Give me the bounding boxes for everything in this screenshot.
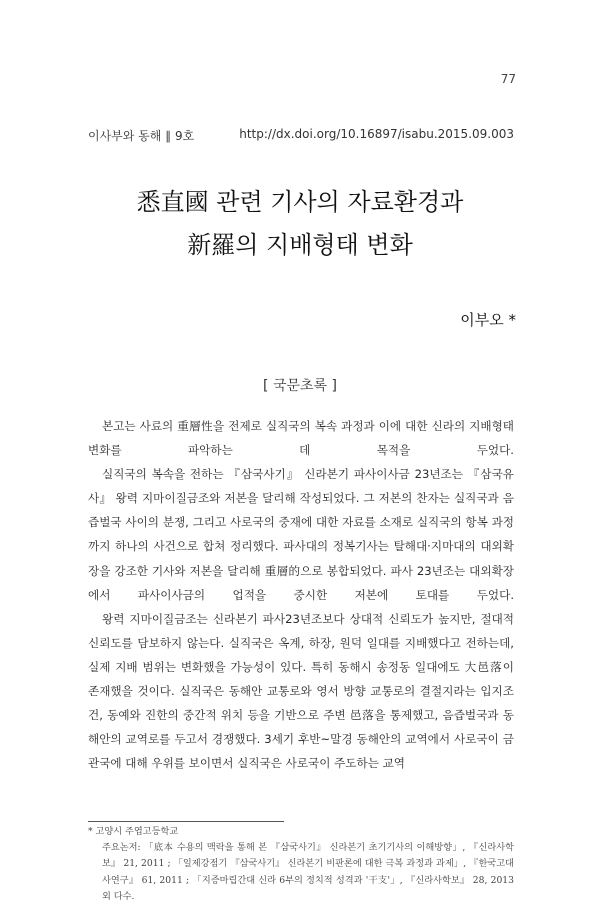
abstract-paragraph: 왕력 지마이질금조는 신라본기 파사23년조보다 상대적 신뢰도가 높지만, 절대적 신뢰도를 담보하지 않는다. 실직국은 옥계, 하장, 원덕 일대를 지배했다고 전하는데, 실제 지배 범위는 변화했을 가능성이 있다. 특히 동해시 송정동 일대에도 大邑落이 존재했을 것이다. 실직국은 동해안 교통로와 영서 방향 교통로의 결절지라는 입지조건, 동예와 진한의 중간적 위치 등을 기반으로 주변 邑落을 통제했고, 음즙벌국과 동해안의 교역로를 두고서 경쟁했다. 3세기 후반~말경 동해안의 교역에서 사로국이 금관국에 대해 우위를 보이면서 실직국은 사로국이 주도하는 교역 <box>88 611 514 771</box>
doi-link[interactable]: http://dx.doi.org/10.16897/isabu.2015.09.003 <box>239 127 514 141</box>
author-name: 이부오 * <box>460 311 516 329</box>
title-line-2: 新羅의 지배형태 변화 <box>187 231 413 259</box>
journal-issue: 이사부와 동해 ∥ 9호 <box>88 129 195 143</box>
abstract-heading: [ 국문초록 ] <box>263 378 337 394</box>
page-number: 77 <box>500 72 516 86</box>
footnote-affiliation: * 고양시 주엽고등학교 <box>88 826 179 837</box>
footnote <box>88 824 514 905</box>
footnote-divider <box>88 821 284 822</box>
abstract-paragraph: 본고는 사료의 重層性을 전제로 실직국의 복속 과정과 이에 대한 신라의 지배형태 변화를 파악하는 데 목적을 두었다. <box>88 419 514 458</box>
footnote-publications: 주요논저: 「底本 수용의 맥락을 통해 본 『삼국사기』 신라본기 초기기사의 이해방향」, 『신라사학보』 21, 2011 ; 「일제강점기 『삼국사기』 신라본기 비판론에 대한 극복 과정과 과제」, 『한국고대사연구』 61, 2011 ; 「지증마립간대 신라 6부의 정치적 성격과 '干支'」, 『신라사학보』 28, 2013 외 다수. <box>102 842 514 902</box>
title-line-1: 悉直國 관련 기사의 자료환경과 <box>136 188 464 216</box>
running-head <box>88 127 514 144</box>
article-title <box>0 181 600 267</box>
abstract-paragraph: 실직국의 복속을 전하는 『삼국사기』 신라본기 파사이사금 23년조는 『삼국유사』 왕력 지마이질금조와 저본을 달리해 작성되었다. 그 저본의 찬자는 실직국과 음즙벌국 사이의 분쟁, 그리고 사로국의 중재에 대한 자료를 소재로 실직국의 항복 과정까지 하나의 사건으로 합쳐 정리했다. 파사대의 정복기사는 탈해대·지마대의 대외확장을 강조한 기사와 저본을 달리해 重層的으로 봉합되었다. 파사 23년조는 대외확장에서 파사이사금의 업적을 중시한 저본에 토대를 두었다. <box>88 467 514 602</box>
abstract-body <box>88 414 514 775</box>
